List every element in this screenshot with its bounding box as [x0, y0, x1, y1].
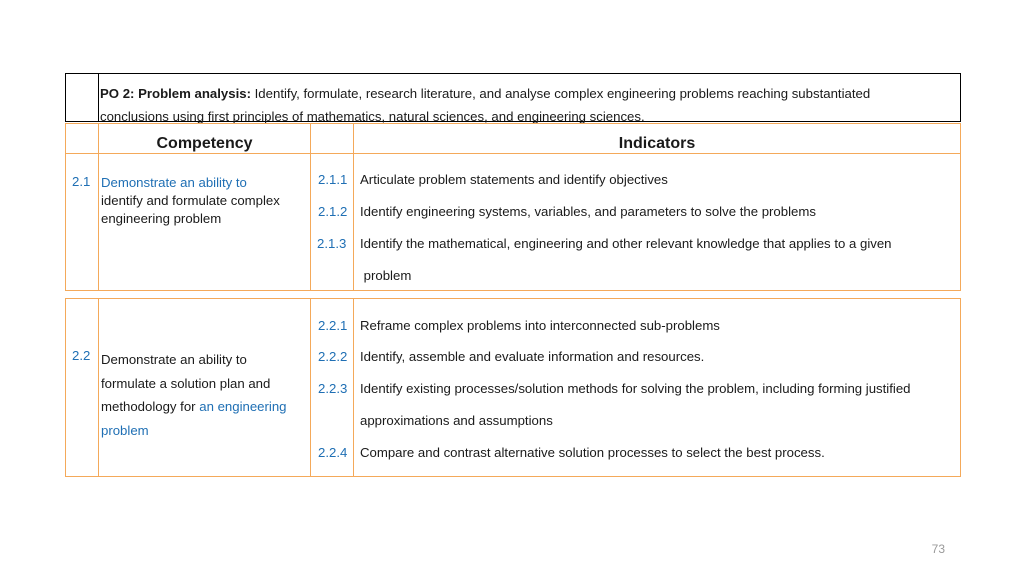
po-left-cell: [66, 74, 99, 121]
indicator-number: 2.2.3: [318, 381, 348, 396]
competency-table-1: [65, 123, 961, 291]
competency-text-line2: identify and formulate complex: [101, 193, 280, 208]
col-divider: [98, 299, 99, 476]
competency-text: [101, 174, 306, 228]
header-divider: [66, 153, 960, 154]
competency-number: 2.2: [72, 348, 91, 363]
col-divider: [353, 299, 354, 476]
po-statement: [100, 82, 950, 128]
competency-text-line3: engineering problem: [101, 211, 222, 226]
col-divider: [310, 299, 311, 476]
page-number: 73: [931, 542, 945, 556]
po-text-line1: Identify, formulate, research literature, and analyse complex engineering problems reaching substantiated: [250, 86, 871, 101]
col-divider: [310, 124, 311, 290]
header-competency: Competency: [156, 135, 253, 152]
competency-text-line1: Demonstrate an ability to: [101, 352, 247, 367]
indicator-text-continued: problem: [360, 268, 412, 283]
indicator-number: 2.2.2: [318, 349, 348, 364]
competency-table-2: [65, 298, 961, 477]
indicator-number: 2.2.4: [318, 445, 348, 460]
competency-text-line4: problem: [101, 422, 149, 438]
indicator-number: 2.1.3: [317, 236, 347, 251]
po-statement-box: [65, 73, 961, 122]
indicator-text: Identify engineering systems, variables, and parameters to solve the problems: [360, 204, 816, 219]
indicator-text: Reframe complex problems into interconnected sub-problems: [360, 318, 720, 333]
competency-text-line2: formulate a solution plan and: [101, 375, 271, 391]
indicator-number: 2.1.2: [318, 204, 348, 219]
header-indicators: Indicators: [618, 135, 696, 152]
competency-text: [101, 348, 306, 442]
po-text-line2: conclusions using first principles of mathematics, natural sciences, and engineering sciences.: [100, 109, 645, 124]
competency-number: 2.1: [72, 174, 91, 189]
indicator-text-continued: approximations and assumptions: [360, 413, 553, 428]
indicator-text: Articulate problem statements and identify objectives: [360, 172, 668, 187]
indicator-text: Identify the mathematical, engineering and other relevant knowledge that applies to a given: [360, 236, 892, 251]
competency-text-line3b: an engineering: [199, 399, 287, 414]
competency-text-line3a: methodology for: [101, 399, 200, 414]
competency-text-line1: Demonstrate an ability to: [101, 175, 247, 190]
po-label: PO 2: Problem analysis:: [100, 86, 251, 101]
indicator-number: 2.2.1: [318, 318, 348, 333]
indicator-text: Compare and contrast alternative solution processes to select the best process.: [360, 445, 825, 460]
indicator-number: 2.1.1: [318, 172, 348, 187]
indicator-text: Identify, assemble and evaluate information and resources.: [360, 349, 705, 364]
indicator-text: Identify existing processes/solution methods for solving the problem, including forming justified: [360, 381, 911, 396]
